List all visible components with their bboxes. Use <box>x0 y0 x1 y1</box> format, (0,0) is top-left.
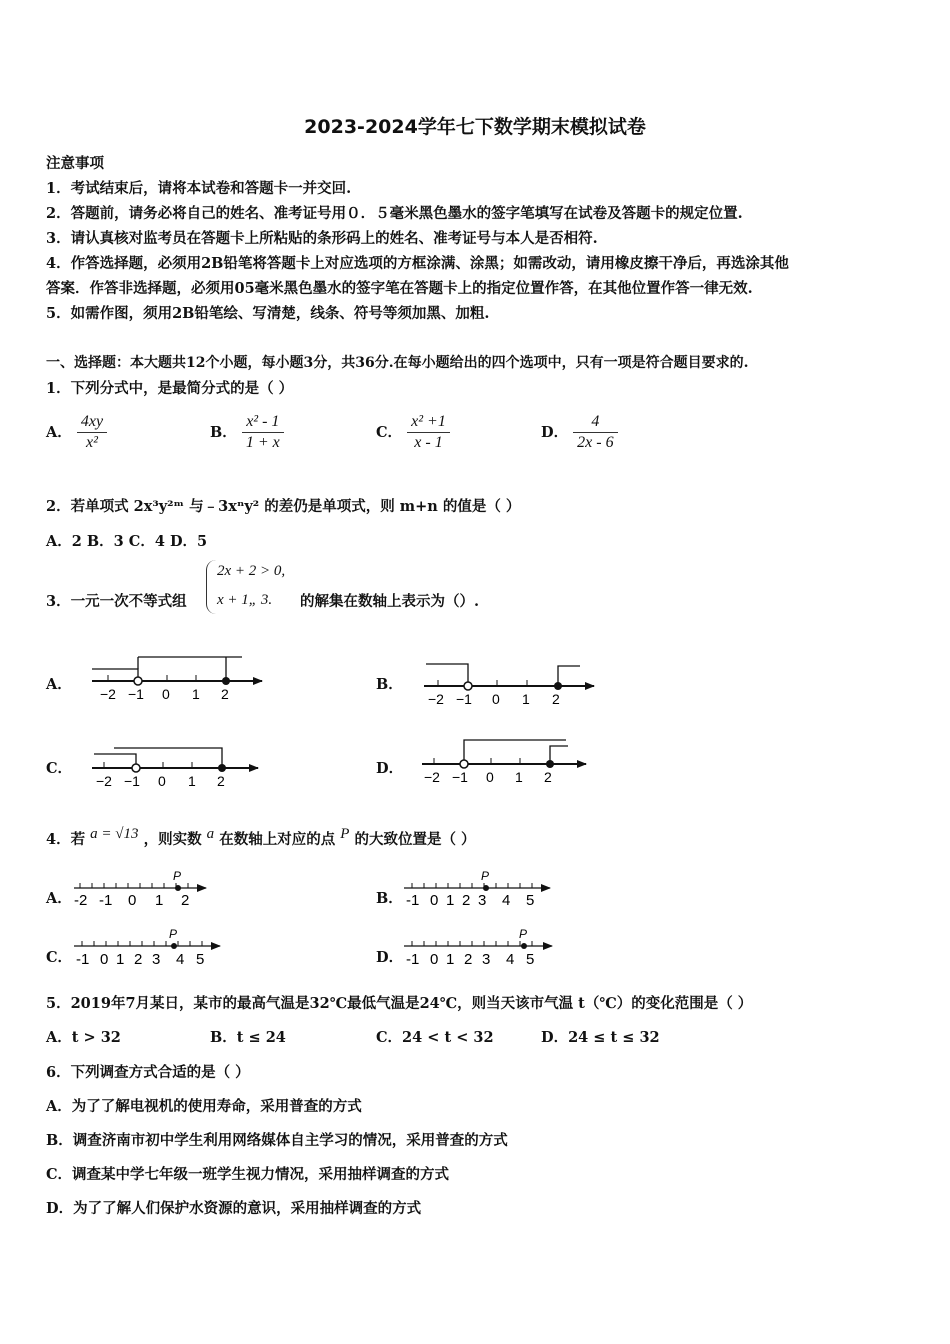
q3-numberline-d <box>422 740 586 785</box>
q3-stem: 3．一元一次不等式组 <box>46 593 187 610</box>
tick-label: 0 <box>128 892 137 909</box>
tick-label: 2 <box>181 892 190 909</box>
tick-label: 1 <box>446 892 455 909</box>
tick-label: 4 <box>176 951 185 968</box>
q5-stem: 5．2019年7月某日，某市的最高气温是32℃最低气温是24℃，则当天该市气温 t（℃）的变化范围是（ ） <box>46 995 753 1012</box>
tick-label: 0 <box>430 892 439 909</box>
notice-item: 5．如需作图，须用2B铅笔绘、写清楚，线条、符号等须加黑、加粗. <box>46 305 490 322</box>
option-label: A． <box>46 424 72 441</box>
closed-point <box>222 677 230 685</box>
tick-label: 4 <box>502 892 511 909</box>
open-point <box>464 682 472 690</box>
q6-stem: 6．下列调查方式合适的是（ ） <box>46 1064 250 1081</box>
point-label: P <box>173 869 182 883</box>
ticks <box>412 941 532 946</box>
notice-item: 2．答题前，请务必将自己的姓名、准考证号用０．５毫米黑色墨水的签字笔填写在试卷及答题卡的规定位置. <box>46 205 743 222</box>
tick-label: 0 <box>492 691 500 707</box>
q5-option-d[interactable]: D．24 ≤ t ≤ 32 <box>541 1029 660 1046</box>
tick-label: −2 <box>100 686 116 702</box>
tick-label: 0 <box>158 773 166 789</box>
q4-label-d[interactable]: D． <box>376 949 404 966</box>
option-label: C． <box>376 424 403 441</box>
solution-bracket <box>558 666 580 686</box>
sqrt-expression: a = √13 <box>90 826 139 842</box>
page-title: 2023-2024学年七下数学期末模拟试卷 <box>304 116 646 138</box>
point-p <box>521 943 527 949</box>
tick-label: 1 <box>522 691 530 707</box>
point-p <box>483 885 489 891</box>
section-heading: 一、选择题：本大题共12个小题，每小题3分，共36分.在每小题给出的四个选项中，只有一项是符合题目要求的. <box>46 355 749 371</box>
notice-item: 4．作答选择题，必须用2B铅笔将答题卡上对应选项的方框涂满、涂黑；如需改动，请用橡皮擦干净后，再选涂其他 <box>46 255 789 272</box>
tick-label: 5 <box>196 951 205 968</box>
ticks <box>82 941 202 946</box>
q5-option-a[interactable]: A．t > 32 <box>46 1029 121 1046</box>
tick-label: 3 <box>152 951 161 968</box>
point-p <box>175 885 181 891</box>
open-point <box>134 677 142 685</box>
q3-label-a[interactable]: A． <box>46 676 72 693</box>
tick-label: 2 <box>221 686 229 702</box>
point-p <box>171 943 177 949</box>
q5-option-c[interactable]: C．24 < t < 32 <box>376 1029 494 1046</box>
tick-label: 1 <box>515 769 523 785</box>
point-label: P <box>519 927 528 941</box>
q4-stem: 4．若 a = √13 ，则实数 a 在数轴上对应的点 P 的大致位置是（ ） <box>46 826 476 848</box>
tick-label: 2 <box>217 773 225 789</box>
tick-label: 5 <box>526 951 535 968</box>
q3-label-d[interactable]: D． <box>376 760 404 777</box>
ticks <box>80 883 188 888</box>
tick-label: 0 <box>486 769 494 785</box>
notice-item: 1．考试结束后，请将本试卷和答题卡一并交回. <box>46 180 352 197</box>
ticks <box>412 883 532 888</box>
tick-label: 2 <box>552 691 560 707</box>
q2-options[interactable]: A．2 B．3 C．4 D．5 <box>46 533 208 550</box>
tick-label: 1 <box>155 892 164 909</box>
option-label: B． <box>210 424 237 441</box>
tick-label: 2 <box>464 951 473 968</box>
tick-label: 2 <box>134 951 143 968</box>
fraction: $\frac{4xy}{\text{x²}}$ <box>77 412 107 453</box>
q3-numberline-c <box>92 748 258 789</box>
tick-label: −1 <box>124 773 140 789</box>
closed-point <box>554 682 562 690</box>
tick-label: -1 <box>406 892 420 909</box>
q4-numberline-a <box>74 869 206 909</box>
point-label: P <box>481 869 490 883</box>
tick-label: 1 <box>446 951 455 968</box>
q4-label-b[interactable]: B． <box>376 890 403 907</box>
q3-label-b[interactable]: B． <box>376 676 403 693</box>
notice-item: 3．请认真核对监考员在答题卡上所粘贴的条形码上的姓名、准考证号与本人是否相符. <box>46 230 598 247</box>
system-line-1: 2x + 2 > 0, <box>217 563 286 579</box>
notice-heading: 注意事项 <box>46 155 104 172</box>
tick-label: 3 <box>478 892 487 909</box>
q2-stem: 2．若单项式 2x³y²ᵐ 与﹣3xⁿy² 的差仍是单项式，则 m+n 的值是（ ） <box>46 498 521 515</box>
tick-label: −2 <box>428 691 444 707</box>
solution-bracket <box>94 754 136 768</box>
q4-numberline-b <box>404 869 550 909</box>
solution-bracket <box>114 748 222 768</box>
tick-label: -2 <box>74 892 88 909</box>
tick-label: 0 <box>100 951 109 968</box>
tick-label: 3 <box>482 951 491 968</box>
tick-label: −2 <box>424 769 440 785</box>
q4-numberline-c <box>74 927 220 968</box>
tick-label: −2 <box>96 773 112 789</box>
fraction: $\frac{4}{2x - 6}$ <box>573 412 617 453</box>
system-line-2: x + 1„ 3. <box>217 592 273 608</box>
tick-label: -1 <box>99 892 113 909</box>
q4-label-c[interactable]: C． <box>46 949 73 966</box>
tick-label: 1 <box>188 773 196 789</box>
q3-stem-end: 的解集在数轴上表示为（）. <box>300 593 480 610</box>
option-label: D． <box>541 424 569 441</box>
tick-label: −1 <box>452 769 468 785</box>
open-point <box>460 760 468 768</box>
q6-option-c[interactable]: C．调查某中学七年级一班学生视力情况，采用抽样调查的方式 <box>46 1166 450 1183</box>
tick-label: −1 <box>128 686 144 702</box>
q4-label-a[interactable]: A． <box>46 890 72 907</box>
tick-label: 2 <box>462 892 471 909</box>
solution-bracket <box>426 664 468 686</box>
tick-label: 1 <box>116 951 125 968</box>
q1-stem: 1．下列分式中，是最简分式的是（ ） <box>46 380 294 397</box>
solution-bracket <box>92 669 138 681</box>
q6-option-a[interactable]: A．为了了解电视机的使用寿命，采用普查的方式 <box>46 1098 362 1115</box>
open-point <box>132 764 140 772</box>
q6-option-d[interactable]: D．为了了解人们保护水资源的意识，采用抽样调查的方式 <box>46 1200 422 1217</box>
q5-option-b[interactable]: B．t ≤ 24 <box>210 1029 286 1046</box>
tick-label: 1 <box>192 686 200 702</box>
point-label: P <box>169 927 178 941</box>
fraction: $\frac{\text{x² +1}}{x - 1}$ <box>407 412 450 453</box>
tick-label: 4 <box>506 951 515 968</box>
q3-numberline-b <box>424 664 594 707</box>
closed-point <box>546 760 554 768</box>
tick-label: 0 <box>430 951 439 968</box>
tick-label: 5 <box>526 892 535 909</box>
q6-option-b[interactable]: B．调查济南市初中学生利用网络媒体自主学习的情况，采用普查的方式 <box>46 1132 508 1149</box>
closed-point <box>218 764 226 772</box>
tick-label: -1 <box>406 951 420 968</box>
tick-label: 2 <box>544 769 552 785</box>
tick-label: 0 <box>162 686 170 702</box>
fraction: $\frac{\text{x² - 1}}{1 + x}$ <box>242 412 284 453</box>
q3-label-c[interactable]: C． <box>46 760 73 777</box>
notice-item: 答案．作答非选择题，必须用05毫米黑色墨水的签字笔在答题卡上的指定位置作答，在其他位置作答一律无效. <box>46 280 753 297</box>
tick-label: −1 <box>456 691 472 707</box>
q3-numberline-a <box>92 657 262 702</box>
tick-label: -1 <box>76 951 90 968</box>
q4-numberline-d <box>404 927 552 968</box>
